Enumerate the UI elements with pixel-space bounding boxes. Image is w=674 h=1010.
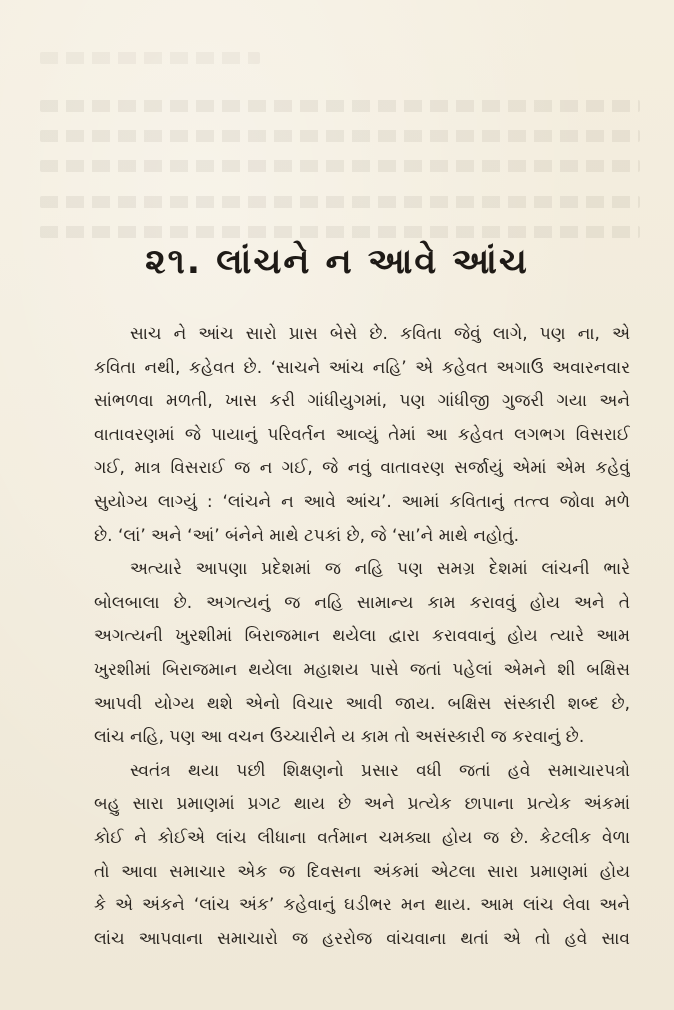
text-line: સુયોગ્ય લાગ્યું : ‘લાંચને ન આવે આંચ’. આમાં કવિતાનું તત્ત્વ જોવા મળે	[94, 491, 630, 512]
chapter-title: ૨૧. લાંચને ન આવે આંચ	[145, 242, 529, 282]
show-through-line	[40, 196, 640, 208]
text-line: તો આવા સમાચાર એક જ દિવસના અંકમાં એટલા સારા પ્રમાણમાં હોય	[94, 861, 630, 882]
text-line: સ્વતંત્ર થયા પછી શિક્ષણનો પ્રસાર વધી જતાં હવે સમાચારપત્રો	[130, 760, 630, 781]
show-through-line	[40, 52, 260, 64]
text-line: આપવી યોગ્ય થશે એનો વિચાર આવી જાય. બક્ષિસ સંસ્કારી શબ્દ છે,	[94, 693, 630, 714]
text-line: અત્યારે આપણા પ્રદેશમાં જ નહિ પણ સમગ્ર દેશમાં લાંચની ભારે	[130, 559, 630, 580]
text-line: ખુરશીમાં બિરાજમાન થયેલા મહાશય પાસે જતાં પહેલાં એમને શી બક્ષિસ	[94, 659, 630, 680]
show-through-line	[40, 160, 640, 172]
text-line: લાંચ નહિ, પણ આ વચન ઉચ્ચારીને ય કામ તો અસંસ્કારી જ કરવાનું છે.	[94, 727, 585, 748]
text-line: લાંચ આપવાના સમાચારો જ હરરોજ વાંચવાના થતાં એ તો હવે સાવ	[94, 928, 630, 949]
text-line: કે એ અંકને ‘લાંચ અંક’ કહેવાનું ઘડીભર મન થાય. આમ લાંચ લેવા અને	[94, 895, 630, 916]
text-line: સાંભળવા મળતી, ખાસ કરી ગાંધીયુગમાં, પણ ગાંધીજી ગુજરી ગયા અને	[94, 391, 630, 412]
show-through-line	[40, 130, 640, 142]
show-through-line	[40, 226, 640, 238]
text-line: બોલબાલા છે. અગત્યનું જ નહિ સામાન્ય કામ કરાવવું હોય અને તે	[94, 592, 630, 613]
text-line: ગઈ, માત્ર વિસરાઈ જ ન ગઈ, જે નવું વાતાવરણ સર્જાયું એમાં એમ કહેવું	[94, 458, 630, 479]
text-line: કોઈ ને કોઈએ લાંચ લીધાના વર્તમાન ચમક્યા હોય જ છે. કેટલીક વેળા	[94, 827, 630, 848]
text-line: બહુ સારા પ્રમાણમાં પ્રગટ થાય છે અને પ્રત્યેક છાપાના પ્રત્યેક અંકમાં	[94, 794, 630, 815]
text-line: અગત્યની ખુરશીમાં બિરાજમાન થયેલા દ્વારા કરાવવાનું હોય ત્યારે આમ	[94, 626, 630, 647]
text-line: કવિતા નથી, કહેવત છે. ‘સાચને આંચ નહિ’ એ કહેવત અગાઉ અવારનવાર	[94, 357, 630, 378]
text-line: સાચ ને આંચ સારો પ્રાસ બેસે છે. કવિતા જેવું લાગે, પણ ના, એ	[130, 324, 630, 344]
text-line: છે. ‘લાં’ અને ‘આં’ બંનેને માથે ટપકાં છે, જે ‘સા’ને માથે નહોતું.	[94, 525, 520, 546]
chapter-body	[94, 318, 630, 956]
show-through-line	[40, 100, 640, 112]
text-line: વાતાવરણમાં જે પાયાનું પરિવર્તન આવ્યું તેમાં આ કહેવત લગભગ વિસરાઈ	[94, 424, 630, 445]
